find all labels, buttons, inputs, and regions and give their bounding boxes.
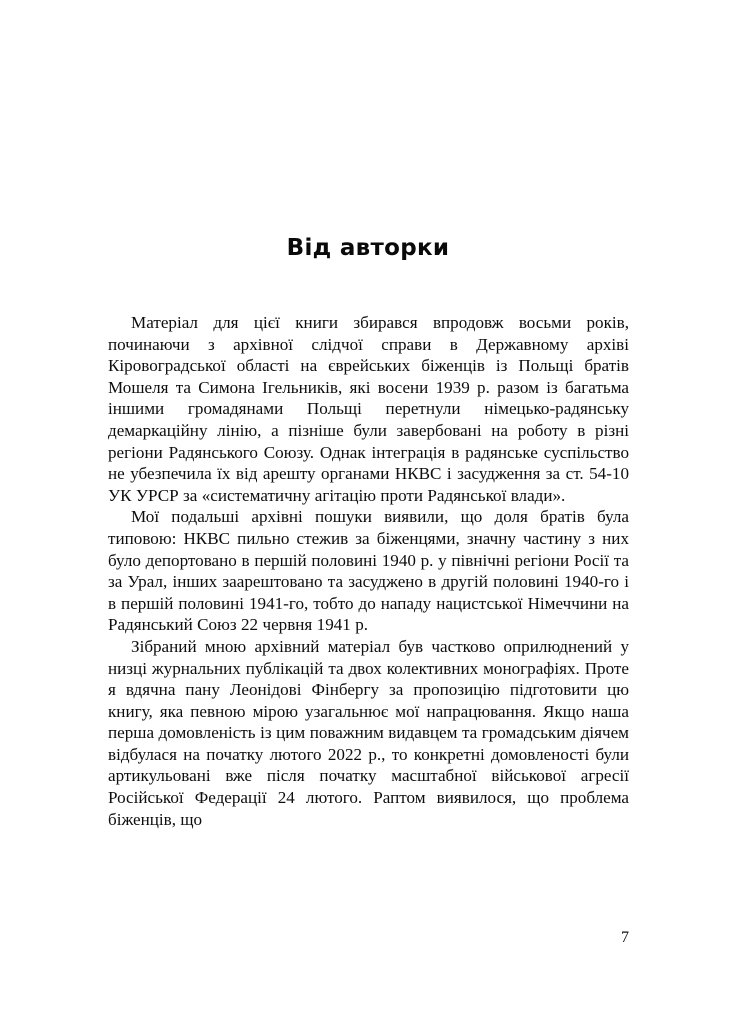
page-number: 7: [621, 929, 629, 946]
body-paragraph: Зібраний мною архівний матеріал був частково оприлюднений у низці журнальних публікацій та двох колективних монографіях. Проте я вдячна пану Леонідові Фінбергу за пропозицію підготовити цю книгу, яка певною мірою узагальнює мої напрацювання. Якщо наша перша домовленість із цим поважним видавцем та громадським діячем відбулася на початку лютого 2022 р., то конкретні домовленості були артикульовані вже після початку масштабної військової агресії Російської Федерації 24 лютого. Раптом виявилося, що проблема біженців, що: [108, 636, 629, 829]
body-paragraph: Мої подальші архівні пошуки виявили, що доля братів була типовою: НКВС пильно стежив за біженцями, значну частину з них було депортовано в першій половині 1940 р. у північні регіони Росії та за Урал, інших заарештовано та засуджено в другій половині 1940-го і в першій половині 1941-го, тобто до нападу нацистської Німеччини на Радянський Союз 22 червня 1941 р.: [108, 507, 629, 635]
body-paragraph: Матеріал для цієї книги збирався впродовж восьми років, починаючи з архівної слідчої справи в Державному архіві Кіровоградської області на єврейських біженців із Польщі братів Мошеля та Симона Ігельників, які восени 1939 р. разом із багатьма іншими громадянами Польщі перетнули німецько-радянську демаркаційну лінію, а пізніше були завербовані на роботу в різні регіони Радянського Союзу. Однак інтеграція в радянське суспільство не убезпечила їх від арешту органами НКВС і засудження за ст. 54-10 УК УРСР за «систематичну агітацію проти Радянської влади».: [108, 313, 629, 505]
body-text-block: [108, 312, 629, 830]
page-title: Від авторки: [286, 235, 450, 262]
